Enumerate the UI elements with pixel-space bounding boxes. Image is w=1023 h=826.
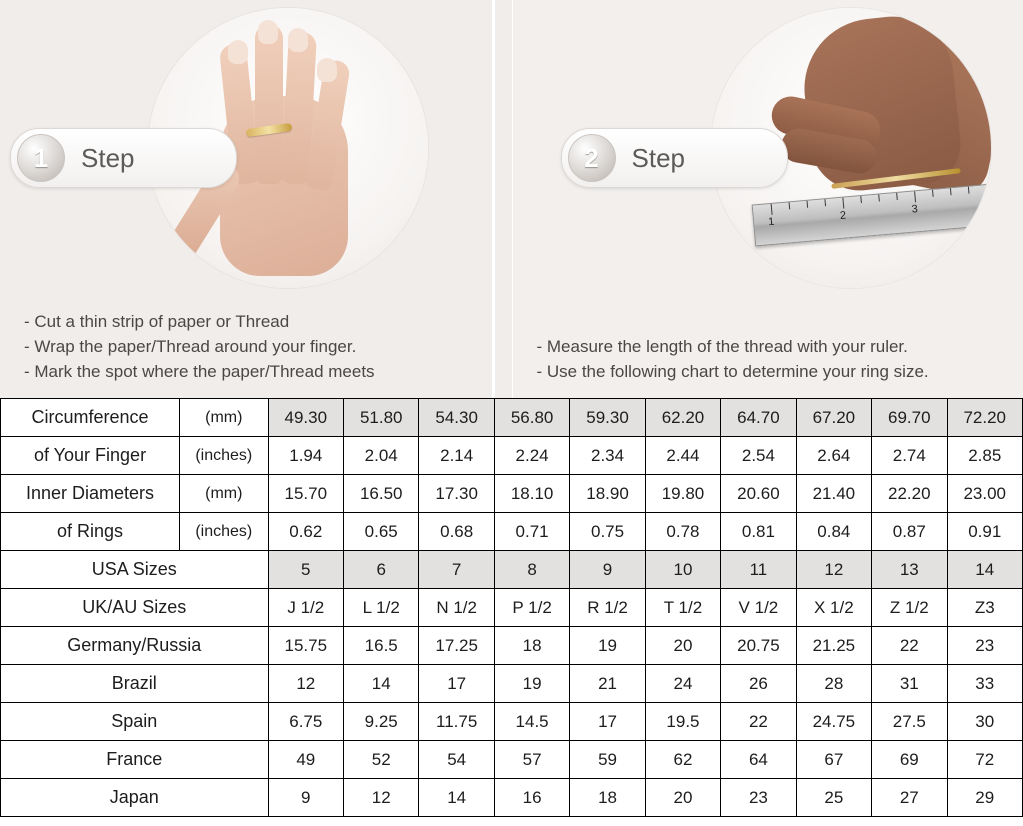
cell: 69.70	[872, 399, 947, 437]
table-row	[1, 703, 1023, 741]
cell: J 1/2	[268, 589, 343, 627]
cell: 23	[721, 779, 796, 817]
cell: 29	[947, 779, 1023, 817]
steps-section	[0, 0, 1023, 398]
table-row	[1, 513, 1023, 551]
cell: 59.30	[570, 399, 645, 437]
cell: 12	[344, 779, 419, 817]
row-label-circumference: Circumference	[1, 399, 180, 437]
cell: 49.30	[268, 399, 343, 437]
cell: 2.14	[419, 437, 494, 475]
cell: 9	[268, 779, 343, 817]
cell: 17.30	[419, 475, 494, 513]
table-row	[1, 589, 1023, 627]
cell: 20	[645, 779, 720, 817]
finger-2	[255, 24, 283, 184]
step-2-bullet-1: - Measure the length of the thread with your ruler.	[536, 337, 908, 356]
cell: 51.80	[344, 399, 419, 437]
row-label-spain: Spain	[1, 703, 269, 741]
cell: 16.50	[344, 475, 419, 513]
ruler	[751, 184, 990, 247]
cell: 7	[419, 551, 494, 589]
cell: N 1/2	[419, 589, 494, 627]
table-row	[1, 551, 1023, 589]
cell: 13	[872, 551, 947, 589]
cell: 24	[645, 665, 720, 703]
cell: V 1/2	[721, 589, 796, 627]
cell: 20.75	[721, 627, 796, 665]
row-label-circumference-2: of Your Finger	[1, 437, 180, 475]
cell: 54.30	[419, 399, 494, 437]
cell: 49	[268, 741, 343, 779]
step-2-badge	[561, 128, 788, 188]
cell: 69	[872, 741, 947, 779]
cell: P 1/2	[494, 589, 569, 627]
cell: 9	[570, 551, 645, 589]
cell: 19.5	[645, 703, 720, 741]
step-2-label: Step	[631, 142, 685, 173]
cell: 0.84	[796, 513, 871, 551]
row-label-inner-diameter-2: of Rings	[1, 513, 180, 551]
step-2-instructions	[537, 334, 1014, 384]
cell: 57	[494, 741, 569, 779]
cell: 18.10	[494, 475, 569, 513]
cell: 2.85	[947, 437, 1023, 475]
cell: 19.80	[645, 475, 720, 513]
table-row	[1, 627, 1023, 665]
step-1-instructions	[24, 309, 498, 384]
cell: 19	[570, 627, 645, 665]
cell: 10	[645, 551, 720, 589]
cell: 14	[344, 665, 419, 703]
row-label-germany-russia: Germany/Russia	[1, 627, 269, 665]
cell: 2.54	[721, 437, 796, 475]
cell: 67	[796, 741, 871, 779]
cell: 2.44	[645, 437, 720, 475]
cell: X 1/2	[796, 589, 871, 627]
cell: 14	[419, 779, 494, 817]
cell: 62	[645, 741, 720, 779]
cell: 0.75	[570, 513, 645, 551]
step-1-panel	[0, 0, 512, 398]
row-unit: (inches)	[180, 437, 269, 475]
cell: 30	[947, 703, 1023, 741]
row-label-japan: Japan	[1, 779, 269, 817]
cell: 67.20	[796, 399, 871, 437]
cell: 23.00	[947, 475, 1023, 513]
cell: 72.20	[947, 399, 1023, 437]
step-2-bullet-2: - Use the following chart to determine your ring size.	[536, 362, 929, 381]
cell: 16	[494, 779, 569, 817]
step-2-panel	[512, 0, 1023, 398]
nail-4	[317, 58, 337, 82]
cell: 15.70	[268, 475, 343, 513]
panel-divider	[492, 0, 495, 398]
row-unit: (inches)	[180, 513, 269, 551]
cell: 17	[570, 703, 645, 741]
cell: 62.20	[645, 399, 720, 437]
cell: 19	[494, 665, 569, 703]
nail-3	[288, 28, 308, 52]
cell: 15.75	[268, 627, 343, 665]
cell: 31	[872, 665, 947, 703]
cell: 20	[645, 627, 720, 665]
row-label-brazil: Brazil	[1, 665, 269, 703]
cell: 0.78	[645, 513, 720, 551]
cell: 22	[721, 703, 796, 741]
cell: 0.65	[344, 513, 419, 551]
cell: 0.81	[721, 513, 796, 551]
ruler-mark-3: 3	[910, 203, 918, 216]
cell: 2.74	[872, 437, 947, 475]
cell: 18	[570, 779, 645, 817]
cell: 24.75	[796, 703, 871, 741]
cell: 0.87	[872, 513, 947, 551]
cell: 0.91	[947, 513, 1023, 551]
cell: 27.5	[872, 703, 947, 741]
cell: 0.71	[494, 513, 569, 551]
cell: 22	[872, 627, 947, 665]
cell: 52	[344, 741, 419, 779]
table-row	[1, 779, 1023, 817]
cell: 0.68	[419, 513, 494, 551]
cell: 6.75	[268, 703, 343, 741]
step-1-number: 1	[17, 134, 65, 182]
cell: 64	[721, 741, 796, 779]
cell: 25	[796, 779, 871, 817]
cell: 21.40	[796, 475, 871, 513]
table-row	[1, 475, 1023, 513]
ring-size-chart-table	[0, 398, 1023, 817]
cell: 64.70	[721, 399, 796, 437]
cell: 11	[721, 551, 796, 589]
cell: Z3	[947, 589, 1023, 627]
cell: T 1/2	[645, 589, 720, 627]
cell: 28	[796, 665, 871, 703]
row-unit: (mm)	[180, 399, 269, 437]
step-1-badge	[10, 128, 237, 188]
cell: 23	[947, 627, 1023, 665]
cell: Z 1/2	[872, 589, 947, 627]
cell: 54	[419, 741, 494, 779]
cell: 56.80	[494, 399, 569, 437]
cell: 22.20	[872, 475, 947, 513]
cell: 5	[268, 551, 343, 589]
cell: 21.25	[796, 627, 871, 665]
cell: 27	[872, 779, 947, 817]
step-1-label: Step	[81, 142, 135, 173]
step-2-number: 2	[568, 134, 616, 182]
step-1-bullet-3: - Mark the spot where the paper/Thread meets	[24, 362, 375, 381]
cell: 12	[796, 551, 871, 589]
cell: 21	[570, 665, 645, 703]
cell: 72	[947, 741, 1023, 779]
row-label-inner-diameter: Inner Diameters	[1, 475, 180, 513]
cell: 2.04	[344, 437, 419, 475]
cell: 14.5	[494, 703, 569, 741]
row-label-uk-au-sizes: UK/AU Sizes	[1, 589, 269, 627]
cell: L 1/2	[344, 589, 419, 627]
ruler-mark-2: 2	[838, 209, 847, 222]
table-row	[1, 665, 1023, 703]
cell: 17	[419, 665, 494, 703]
cell: 18.90	[570, 475, 645, 513]
row-label-usa-sizes: USA Sizes	[1, 551, 269, 589]
nail-2	[258, 20, 278, 44]
cell: 16.5	[344, 627, 419, 665]
cell: 8	[494, 551, 569, 589]
ruler-mark-1: 1	[767, 215, 775, 229]
cell: 18	[494, 627, 569, 665]
cell: 26	[721, 665, 796, 703]
cell: 0.62	[268, 513, 343, 551]
cell: 2.64	[796, 437, 871, 475]
step-1-bullet-2: - Wrap the paper/Thread around your finger.	[24, 337, 357, 356]
cell: R 1/2	[570, 589, 645, 627]
cell: 12	[268, 665, 343, 703]
cell: 1.94	[268, 437, 343, 475]
cell: 14	[947, 551, 1023, 589]
cell: 20.60	[721, 475, 796, 513]
cell: 17.25	[419, 627, 494, 665]
row-unit: (mm)	[180, 475, 269, 513]
table-row	[1, 437, 1023, 475]
table-row	[1, 399, 1023, 437]
cell: 9.25	[344, 703, 419, 741]
cell: 33	[947, 665, 1023, 703]
cell: 11.75	[419, 703, 494, 741]
nail-1	[228, 40, 248, 64]
cell: 6	[344, 551, 419, 589]
row-label-france: France	[1, 741, 269, 779]
cell: 2.34	[570, 437, 645, 475]
cell: 59	[570, 741, 645, 779]
cell: 2.24	[494, 437, 569, 475]
table-row	[1, 741, 1023, 779]
step-1-bullet-1: - Cut a thin strip of paper or Thread	[24, 312, 290, 331]
